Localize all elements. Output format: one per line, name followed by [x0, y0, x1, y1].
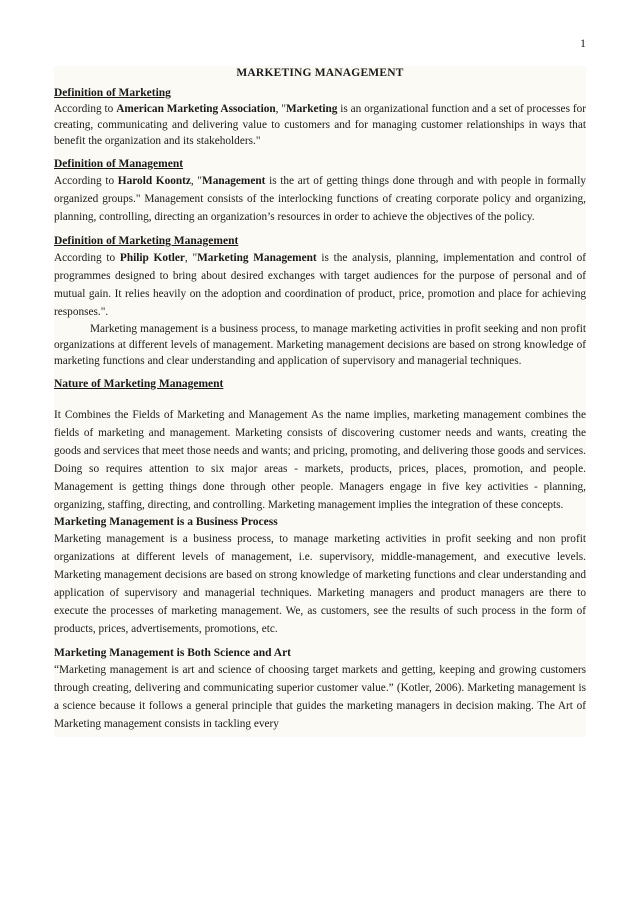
text-fragment: , " — [184, 252, 198, 264]
paragraph-business-process: Marketing management is a business process, to manage marketing activities in profit seeking and non profit organizations at different levels of management, i.e. supervisory, middle-management, and executive levels. Marketing management decisions are based on strong knowledge of marketing functions and clear understanding and application of supervisory and managerial techniques. Marketing managers and product managers are there to execute the processes of marketing management. We, as customers, see the results of such process in the form of products, prices, advertisements, promotions, etc. — [54, 533, 586, 635]
definition-text: is the art of getting things done through and with people in formally organized groups." Management consists of the interlocking functions of creating corporate policy and organizing, planning, controlling, directing an organization’s resources in order to achieve the objectives of the policy. — [54, 175, 586, 223]
heading-science-and-art: Marketing Management is Both Science and Art — [54, 647, 292, 659]
paragraph-marketing-management-process: Marketing management is a business process, to manage marketing activities in profit seeking and non profit organizations at different levels of management. Marketing management decisions are based on strong knowledge of marketing functions and clear understanding and application of supervisory and managerial techniques. — [54, 323, 586, 367]
paragraph-science-and-art: “Marketing management is art and science of choosing target markets and getting, keeping and growing customers through creating, delivering and communicating superior customer value.” (Kotler, 2006). Marketing management is a science because it follows a general principle that guides the marketing managers in decision making. The Art of Marketing management consists in tackling every — [54, 664, 586, 730]
source-name: Philip Kotler — [119, 252, 185, 264]
source-name: American Marketing Association — [116, 103, 276, 115]
paragraph-definition-of-marketing — [54, 101, 586, 149]
heading-business-process: Marketing Management is a Business Process — [54, 516, 278, 528]
text-fragment: According to — [54, 252, 120, 264]
document-title: MARKETING MANAGEMENT — [236, 67, 404, 79]
defined-term: Management — [202, 175, 266, 187]
heading-definition-of-marketing: Definition of Marketing — [54, 87, 171, 99]
text-fragment: , " — [190, 175, 203, 187]
paragraph-nature-of-marketing-management: It Combines the Fields of Marketing and Management As the name implies, marketing management combines the fields of marketing and management. Marketing consists of discovering customer needs and wants, creating the goods and services that meet those needs and wants; and pricing, promoting, and delivering those goods and services. Doing so requires attention to six major areas - markets, products, prices, places, promotion, and people. Management is getting things done through other people. Managers engage in five key activities - planning, organizing, staffing, directing, and controlling. Marketing management implies the integration of these concepts. — [54, 409, 586, 511]
paragraph-definition-of-marketing-management — [54, 249, 586, 321]
defined-term: Marketing — [285, 103, 338, 115]
document-body — [54, 66, 586, 737]
text-fragment: , " — [275, 103, 286, 115]
definition-text: is an organizational function and a set of processes for creating, communicating and delivering value to customers and for managing customer relationships in ways that benefit the organization and its stakeholders." — [54, 103, 586, 147]
text-fragment: According to — [54, 175, 118, 187]
defined-term: Marketing Management — [197, 252, 317, 264]
heading-definition-of-marketing-management: Definition of Marketing Management — [54, 235, 239, 247]
page-number: 1 — [580, 36, 586, 50]
definition-text: is the analysis, planning, implementation and control of programmes designed to bring about desired exchanges with target audiences for the purpose of personal and of mutual gain. It relies heavily on the adoption and coordination of product, price, promotion and place for achieving responses.". — [54, 252, 586, 318]
heading-nature-of-marketing-management: Nature of Marketing Management — [54, 378, 224, 390]
source-name: Harold Koontz — [117, 175, 191, 187]
paragraph-definition-of-management — [54, 172, 586, 226]
heading-definition-of-management: Definition of Management — [54, 158, 184, 170]
text-fragment: According to — [54, 103, 117, 115]
